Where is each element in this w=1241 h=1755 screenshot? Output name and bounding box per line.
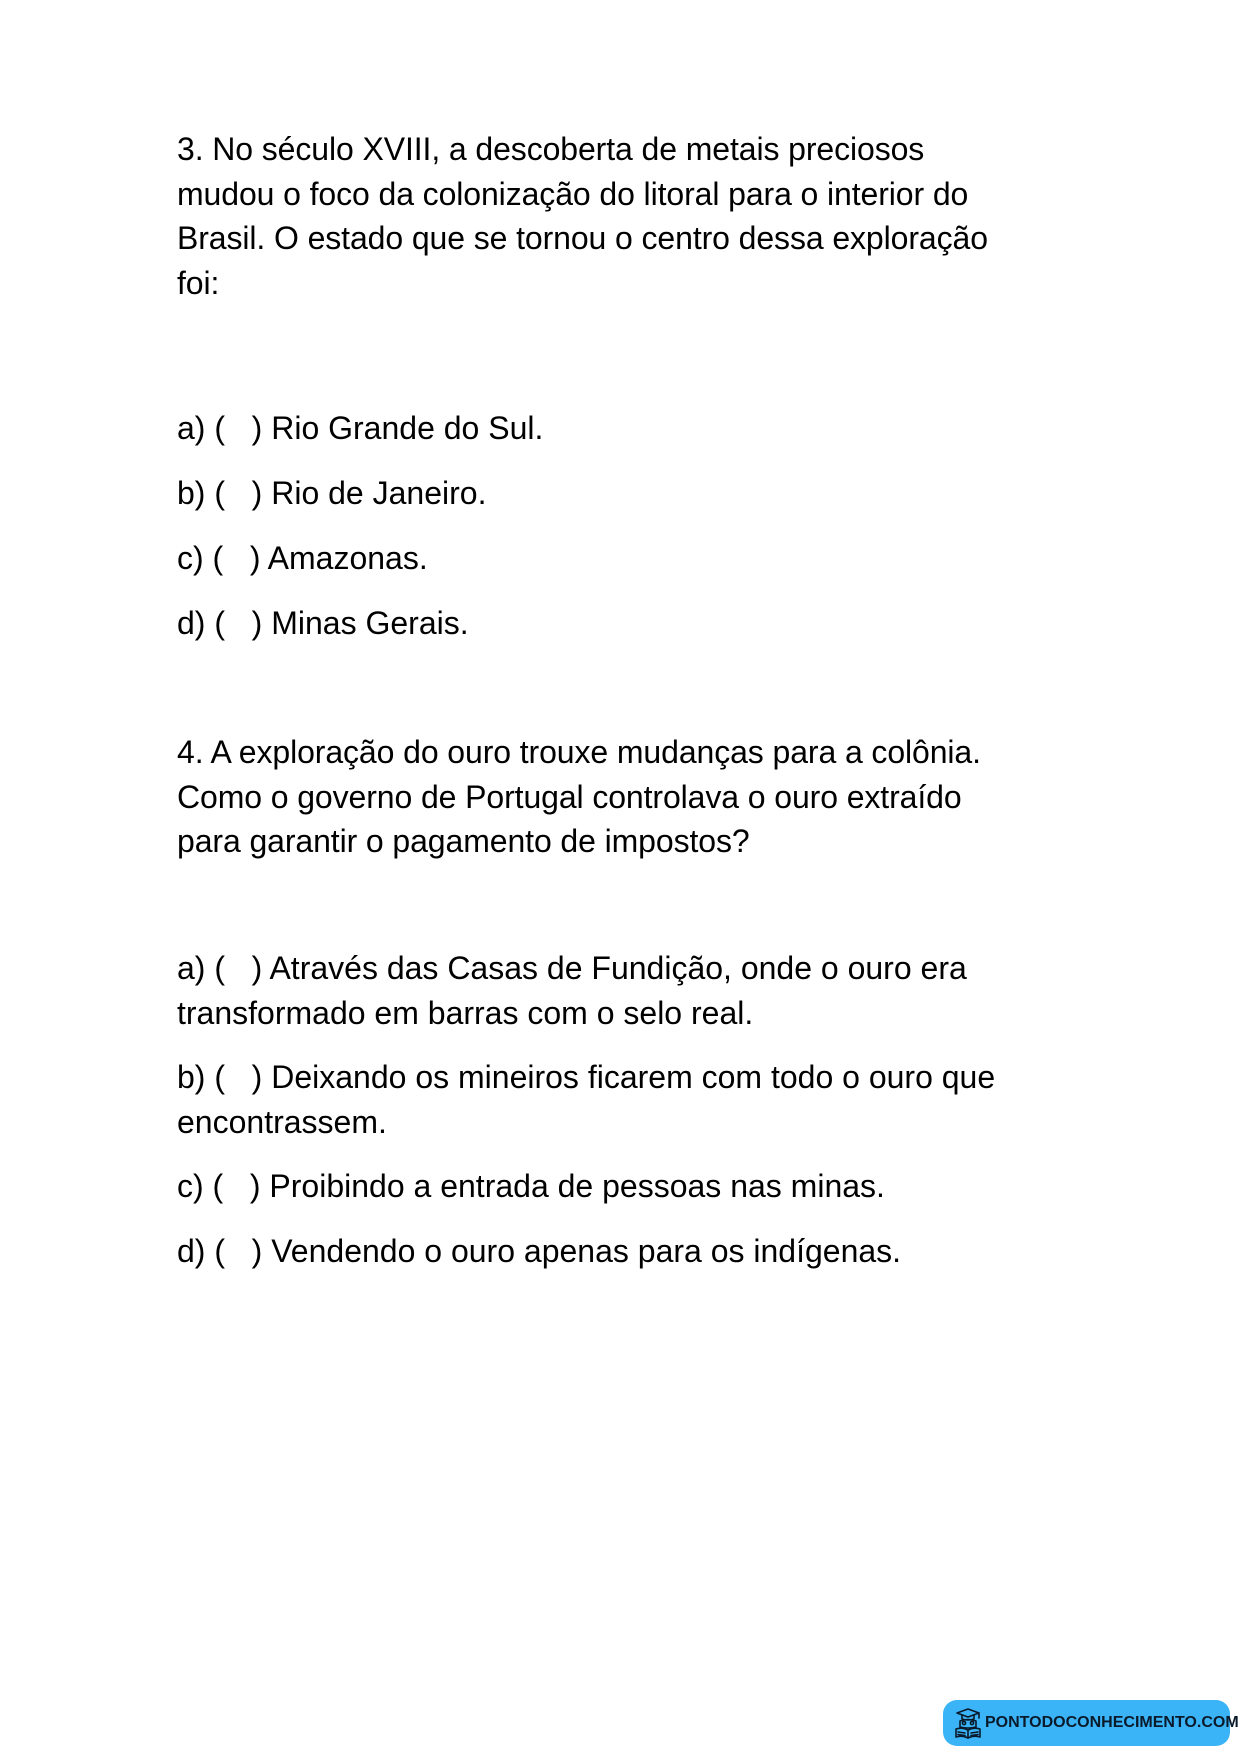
answer-blank[interactable]: ( ) [214, 475, 263, 511]
question-3-line: mudou o foco da colonização do litoral para o interior do [177, 175, 969, 212]
option-letter: c) [177, 540, 204, 576]
question-4-option-b [177, 1055, 1057, 1144]
graduation-reader-icon [953, 1706, 983, 1740]
question-4-line: Como o governo de Portugal controlava o ouro extraído [177, 778, 962, 815]
question-3-option-c [177, 536, 1057, 581]
answer-blank[interactable]: ( ) [214, 410, 263, 446]
option-letter: b) [177, 475, 206, 511]
question-3-option-b [177, 471, 1057, 516]
option-text: Deixando os mineiros ficarem com todo o ouro que [271, 1059, 996, 1095]
answer-blank[interactable]: ( ) [214, 1233, 263, 1269]
question-3-line: Brasil. O estado que se tornou o centro dessa exploração [177, 220, 988, 256]
option-text: Vendendo o ouro apenas para os indígenas. [271, 1233, 902, 1269]
question-4-option-a [177, 946, 1057, 1035]
site-badge[interactable] [943, 1700, 1239, 1746]
option-text: Rio Grande do Sul. [271, 410, 544, 446]
question-4-line: para garantir o pagamento de impostos? [177, 823, 750, 859]
question-4-option-d [177, 1229, 1057, 1274]
answer-blank[interactable]: ( ) [212, 540, 261, 576]
option-letter: b) [177, 1059, 206, 1095]
question-3-option-a [177, 406, 1057, 451]
option-text: Minas Gerais. [271, 605, 469, 641]
question-4-prompt [177, 730, 1057, 864]
option-letter: d) [177, 1233, 206, 1269]
question-3-option-d [177, 601, 1057, 646]
option-text-continuation: encontrassem. [177, 1103, 387, 1140]
option-letter: d) [177, 605, 206, 641]
option-letter: a) [177, 950, 206, 986]
option-text: Proibindo a entrada de pessoas nas minas. [269, 1168, 885, 1204]
answer-blank[interactable]: ( ) [212, 1168, 261, 1204]
option-letter: c) [177, 1168, 204, 1204]
option-text: Através das Casas de Fundição, onde o ouro era [269, 950, 967, 986]
site-badge-label: PONTODOCONHECIMENTO.COM [985, 1714, 1239, 1731]
option-text: Rio de Janeiro. [271, 475, 487, 511]
question-3-line: 3. No século XVIII, a descoberta de metais preciosos [177, 131, 925, 167]
question-3-line: foi: [177, 264, 220, 301]
answer-blank[interactable]: ( ) [214, 605, 263, 641]
question-4-option-c [177, 1164, 1057, 1209]
option-text-continuation: transformado em barras com o selo real. [177, 994, 754, 1031]
answer-blank[interactable]: ( ) [214, 1059, 263, 1095]
option-text: Amazonas. [267, 540, 428, 576]
question-4-line: 4. A exploração do ouro trouxe mudanças para a colônia. [177, 734, 981, 770]
question-3-prompt [177, 127, 1057, 305]
answer-blank[interactable]: ( ) [214, 950, 263, 986]
option-letter: a) [177, 410, 206, 446]
